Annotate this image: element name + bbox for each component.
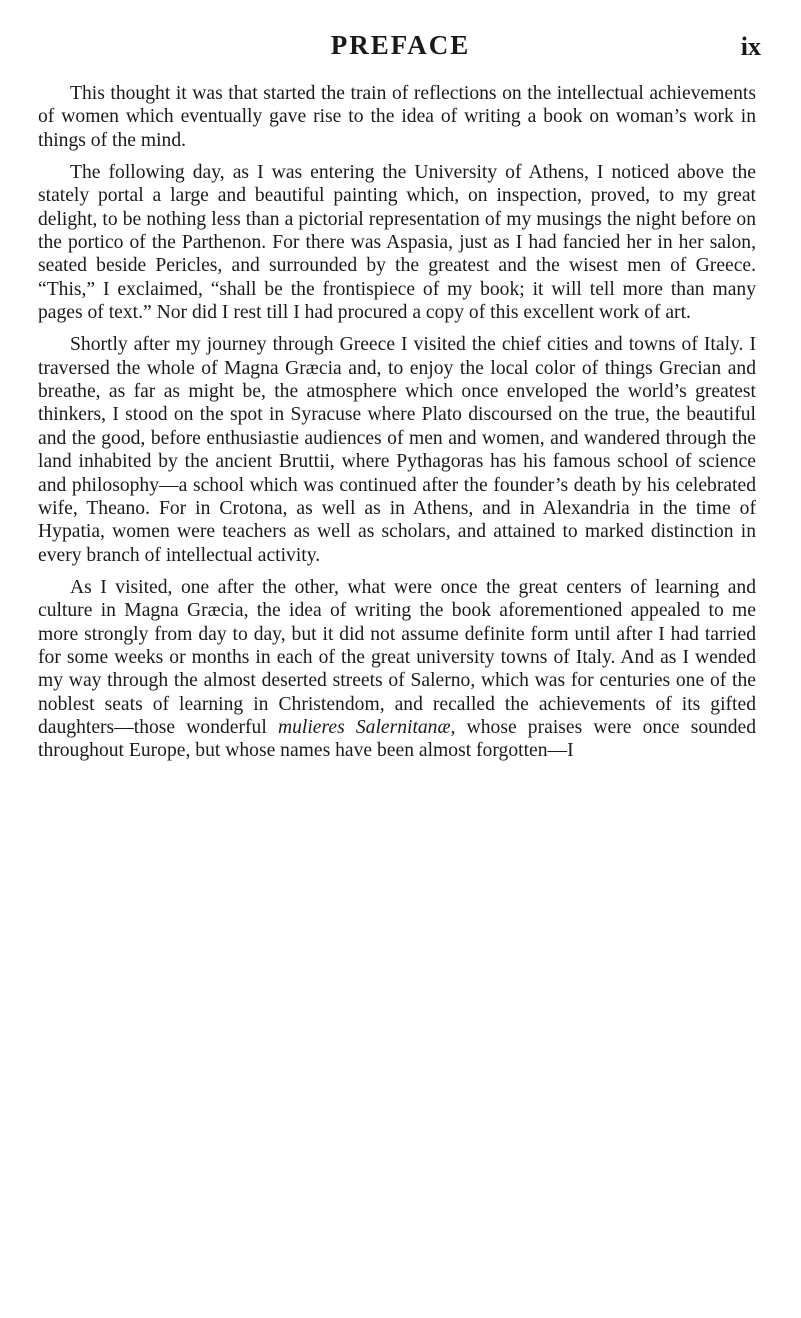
page-header — [40, 30, 761, 70]
paragraph-4-italic-phrase: mulieres Salernitanæ, — [277, 716, 456, 738]
paragraph-4-text-start: As I visited, one after the other, what were once the great centers of learning and culture in Magna Græcia, the idea of writing the book aforementioned appealed to me more strongly from day to day, but it did not assume definite form until after I had tarried for some weeks or months in each of the great university towns of Italy. And as I wended my way through the almost deserted streets of Salerno, which was for centuries one of the noblest seats of learning in Christendom, and recalled the achievements of its gifted daughters—those wonderful — [38, 576, 756, 738]
paragraph-2: The following day, as I was entering the University of Athens, I noticed above the stately portal a large and beautiful painting which, on inspection, proved, to my great delight, to be nothing less than a pictorial representation of my musings the night before on the portico of the Parthenon. For there was Aspasia, just as I had fancied her in her salon, seated beside Pericles, and surrounded by the greatest and the wisest men of Greece. “This,” I exclaimed, “shall be the frontispiece of my book; it will tell more than many pages of text.” Nor did I rest till I had procured a copy of this excellent work of art. — [38, 162, 756, 324]
paragraph-1: This thought it was that started the train of reflections on the intellectual achievements of women which eventually gave rise to the idea of writing a book on woman’s work in things of the mind. — [38, 83, 756, 151]
paragraph-3: Shortly after my journey through Greece I visited the chief cities and towns of Italy. I traversed the whole of Magna Græcia and, to enjoy the local color of things Grecian and breathe, as far as might be, the atmosphere which once enveloped the world’s greatest thinkers, I stood on the spot in Syracuse where Plato discoursed on the true, the beautiful and the good, before enthusiastie audiences of men and women, and wandered through the land inhabited by the ancient Bruttii, where Pythagoras has his famous school of science and philosophy—a school which was continued after the founder’s death by his celebrated wife, Theano. For in Crotona, as well as in Athens, and in Alexandria in the time of Hypatia, women were teachers as well as scholars, and attained to marked distinction in every branch of intellectual activity. — [38, 334, 756, 566]
page-number: ix — [740, 32, 761, 61]
body-text — [38, 82, 756, 763]
paragraph-4 — [38, 576, 756, 763]
running-head: PREFACE — [330, 30, 471, 60]
paragraph-4-text-end: whose praises were once sounded throughout Europe, but whose names have been almost forgotten—I — [38, 716, 757, 762]
